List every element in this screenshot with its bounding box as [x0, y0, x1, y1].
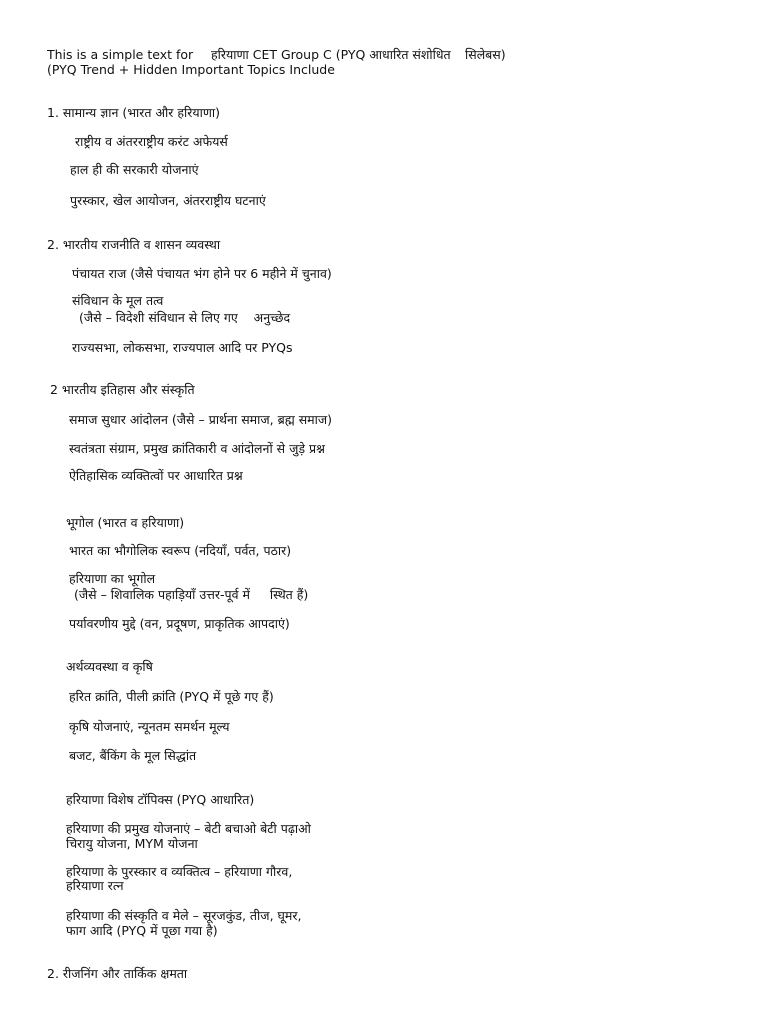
- section-heading-geography: भूगोल (भारत व हरियाणा): [66, 515, 185, 530]
- section-heading-history: 2 भारतीय इतिहास और संस्कृति: [50, 382, 195, 397]
- section-heading-haryana-special: हरियाणा विशेष टॉपिक्स (PYQ आधारित): [66, 792, 255, 807]
- list-item: चिरायु योजना, MYM योजना: [66, 836, 198, 851]
- list-item: पंचायत राज (जैसे पंचायत भंग होने पर 6 महीने में चुनाव): [72, 266, 332, 281]
- list-item: राज्यसभा, लोकसभा, राज्यपाल आदि पर PYQs: [72, 340, 293, 355]
- list-item: हरियाणा की प्रमुख योजनाएं – बेटी बचाओ बेटी पढ़ाओ: [66, 821, 311, 836]
- list-item: ऐतिहासिक व्यक्तित्वों पर आधारित प्रश्न: [69, 468, 243, 483]
- list-item: संविधान के मूल तत्व: [72, 293, 164, 308]
- list-item: भारत का भौगोलिक स्वरूप (नदियाँ, पर्वत, पठार): [69, 543, 292, 558]
- list-item: पुरस्कार, खेल आयोजन, अंतरराष्ट्रीय घटनाएं: [70, 193, 266, 208]
- list-item: राष्ट्रीय व अंतरराष्ट्रीय करंट अफेयर्स: [75, 134, 228, 149]
- list-item: हरियाणा के पुरस्कार व व्यक्तित्व – हरियाणा गौरव,: [66, 864, 293, 879]
- section-heading-general-knowledge: 1. सामान्य ज्ञान (भारत और हरियाणा): [47, 105, 220, 120]
- list-item: कृषि योजनाएं, न्यूनतम समर्थन मूल्य: [69, 719, 230, 734]
- list-item: फाग आदि (PYQ में पूछा गया है): [66, 923, 218, 938]
- list-item: (जैसे – विदेशी संविधान से लिए गए अनुच्छेद: [79, 310, 291, 325]
- list-item: हरियाणा रत्न: [66, 878, 124, 893]
- section-heading-economy: अर्थव्यवस्था व कृषि: [66, 659, 153, 674]
- list-item: हरियाणा की संस्कृति व मेले – सूरजकुंड, तीज, घूमर,: [66, 908, 302, 923]
- list-item: पर्यावरणीय मुद्दे (वन, प्रदूषण, प्राकृतिक आपदाएं): [69, 616, 290, 631]
- header-title: हरियाणा CET Group C (PYQ आधारित संशोधित: [211, 47, 451, 62]
- header-title-end: सिलेबस): [465, 47, 506, 62]
- section-heading-polity: 2. भारतीय राजनीति व शासन व्यवस्था: [47, 237, 221, 252]
- section-heading-reasoning: 2. रीजनिंग और तार्किक क्षमता: [47, 966, 188, 981]
- list-item: स्वतंत्रता संग्राम, प्रमुख क्रांतिकारी व आंदोलनों से जुड़े प्रश्न: [69, 441, 325, 456]
- list-item: हाल ही की सरकारी योजनाएं: [70, 162, 199, 177]
- list-item: हरित क्रांति, पीली क्रांति (PYQ में पूछे गए हैं): [69, 689, 274, 704]
- header-subtitle: (PYQ Trend + Hidden Important Topics Include: [47, 62, 335, 77]
- list-item: समाज सुधार आंदोलन (जैसे – प्रार्थना समाज, ब्रह्म समाज): [69, 412, 333, 427]
- list-item: हरियाणा का भूगोल: [69, 571, 156, 586]
- list-item: (जैसे – शिवालिक पहाड़ियाँ उत्तर-पूर्व में स्थित हैं): [74, 587, 309, 602]
- header-intro: This is a simple text for: [47, 47, 194, 62]
- list-item: बजट, बैंकिंग के मूल सिद्धांत: [69, 748, 197, 763]
